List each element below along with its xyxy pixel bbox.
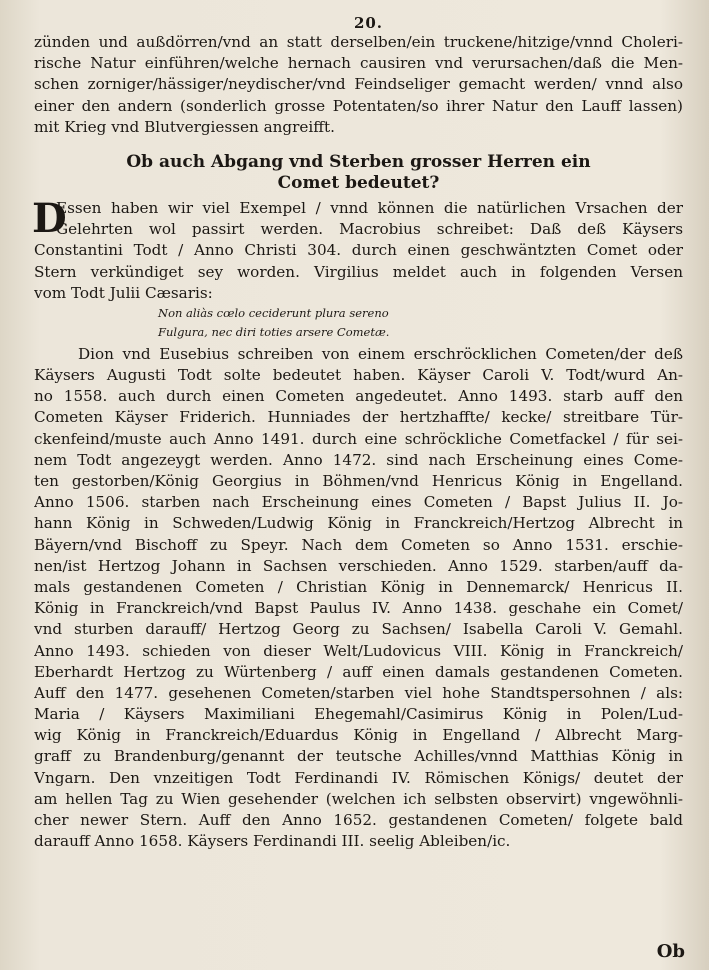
- text-line: Dion vnd Eusebius schreiben von einem erschröcklichen Cometen/der deß: [78, 344, 683, 363]
- main-paragraph: [34, 344, 683, 853]
- latin-verse: [34, 304, 683, 342]
- text-line: Maria / Käysers Maximiliani Ehegemahl/Casimirus König in Polen/Lud-: [34, 705, 683, 724]
- text-line: no 1558. auch durch einen Cometen angedeutet. Anno 1493. starb auff den: [34, 387, 683, 406]
- text-line: Anno 1493. schieden von dieser Welt/Ludovicus VIII. König in Franckreich/: [34, 641, 683, 660]
- text-line: einer den andern (sonderlich grosse Potentaten/so ihrer Natur den Lauff lassen): [34, 96, 683, 115]
- page-number: 20.: [353, 14, 384, 32]
- heading-line: Comet bedeutet?: [277, 172, 440, 193]
- text-line: schen zorniger/hässiger/neydischer/vnd Feindseliger gemacht werden/ vnnd also: [34, 75, 683, 94]
- text-line: graff zu Brandenburg/genannt der teutsche Achilles/vnnd Matthias König in: [34, 747, 683, 766]
- drop-cap: D: [32, 194, 67, 242]
- text-line: am hellen Tag zu Wien gesehender (welchen ich selbsten observirt) vngewöhnli-: [34, 789, 683, 808]
- text-line: Bäyern/vnd Bischoff zu Speyr. Nach dem Cometen so Anno 1531. erschie-: [34, 535, 683, 554]
- text-line: Vngarn. Den vnzeitigen Todt Ferdinandi IV. Römischen Königs/ deutet der: [34, 768, 683, 787]
- text-line: vom Todt Julii Cæsaris:: [34, 283, 213, 302]
- text-line: Stern verkündiget sey worden. Virgilius meldet auch in folgenden Versen: [34, 262, 683, 281]
- text-line: Constantini Todt / Anno Christi 304. durch einen geschwäntzten Comet oder: [34, 241, 683, 260]
- text-line: Anno 1506. starben nach Erscheinung eines Cometen / Bapst Julius II. Jo-: [34, 493, 683, 512]
- text-line: zünden und außdörren/vnd an statt derselben/ein truckene/hitzige/vnnd Choleri-: [34, 33, 683, 51]
- text-line: Cometen Käyser Friderich. Hunniades der hertzhaffte/ kecke/ streitbare Tür-: [34, 408, 683, 427]
- text-line: mals gestandenen Cometen / Christian König in Dennemarck/ Henricus II.: [34, 577, 683, 596]
- text-line: Eberhardt Hertzog zu Würtenberg / auff einen damals gestandenen Cometen.: [34, 662, 683, 681]
- text-line: ten gestorben/König Georgius in Böhmen/vnd Henricus König in Engelland.: [34, 472, 683, 490]
- section-heading: [34, 152, 683, 194]
- text-line: nem Todt angezeygt werden. Anno 1472. sind nach Erscheinung eines Come-: [34, 450, 683, 469]
- text-line: wig König in Franckreich/Eduardus König in Engelland / Albrecht Marg-: [34, 726, 683, 745]
- second-paragraph: [32, 194, 683, 304]
- top-paragraph: [34, 32, 683, 138]
- verse-line: Non aliàs cœlo ceciderunt plura sereno: [158, 305, 389, 320]
- catchword: Ob: [656, 941, 685, 962]
- text-line: mit Krieg vnd Blutvergiessen angreifft.: [34, 117, 335, 136]
- text-line: nen/ist Hertzog Johann in Sachsen verschieden. Anno 1529. starben/auff da-: [34, 556, 683, 575]
- text-line: hann König in Schweden/Ludwig König in Franckreich/Hertzog Albrecht in: [34, 514, 683, 533]
- verse-line: Fulgura, nec diri toties arsere Cometæ.: [158, 324, 390, 339]
- text-line: rische Natur einführen/welche hernach causiren vnd verursachen/daß die Men-: [34, 54, 683, 73]
- text-line: Gelehrten wol passirt werden. Macrobius schreibet: Daß deß Käysers: [56, 220, 683, 239]
- text-line: Essen haben wir viel Exempel / vnnd können die natürlichen Vrsachen der: [56, 198, 683, 217]
- text-line: vnd sturben darauff/ Hertzog Georg zu Sachsen/ Isabella Caroli V. Gemahl.: [34, 620, 683, 639]
- text-line: Auff den 1477. gesehenen Cometen/starben viel hohe Standtspersohnen / als:: [34, 683, 683, 702]
- text-line: ckenfeind/muste auch Anno 1491. durch eine schröckliche Cometfackel / für sei-: [34, 429, 683, 448]
- heading-line: Ob auch Abgang vnd Sterben grosser Herren ein: [126, 151, 591, 172]
- text-line: König in Franckreich/vnd Bapst Paulus IV. Anno 1438. geschahe ein Comet/: [34, 599, 683, 618]
- text-line: Käysers Augusti Todt solte bedeutet haben. Käyser Caroli V. Todt/wurd An-: [34, 366, 683, 385]
- text-line: cher newer Stern. Auff den Anno 1652. gestandenen Cometen/ folgete bald: [34, 811, 683, 829]
- text-line: darauff Anno 1658. Käysers Ferdinandi III. seelig Ableiben/ic.: [34, 832, 511, 851]
